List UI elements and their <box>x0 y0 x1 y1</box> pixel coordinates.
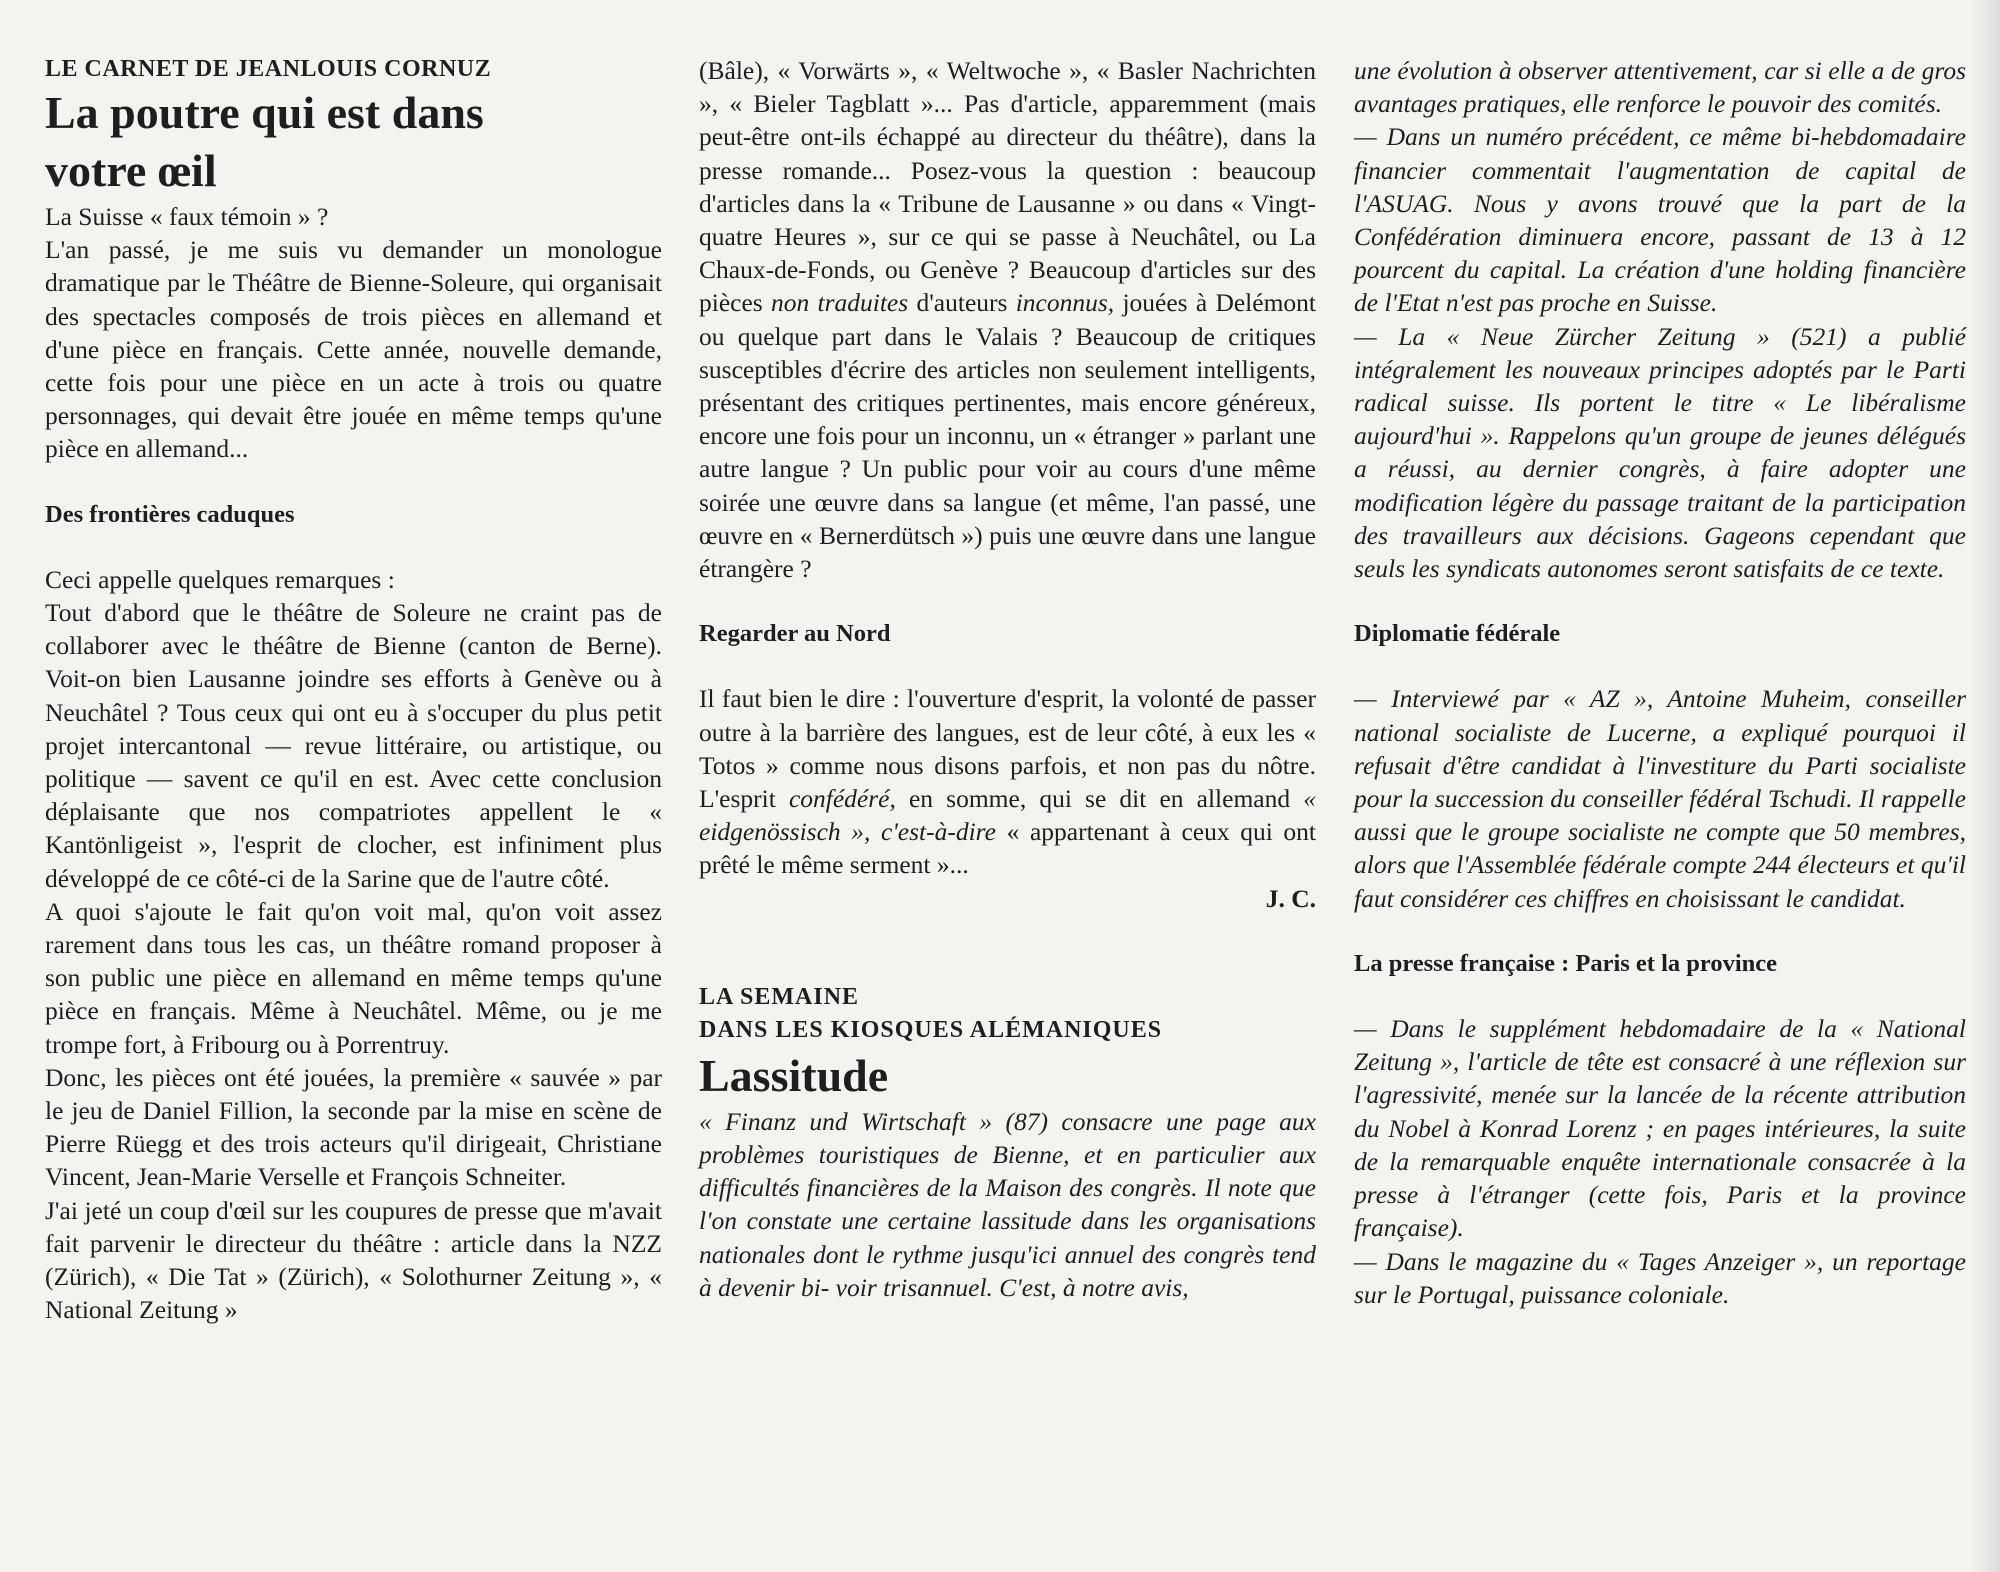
paragraph: La Suisse « faux témoin » ? <box>45 202 329 231</box>
italic-run: « eidgenössisch », c'est-à-dire <box>699 784 1316 847</box>
headline-line-2: votre œil <box>45 145 217 196</box>
text-run: Il faut bien le dire : l'ouverture d'esprit, la volonté de passer outre à la barrière des langues, est de leur côté, à eux les « Totos » comme nous disons parfois, et non pas du nôtre. L'esprit <box>699 684 1316 814</box>
text-run: jouées à Delémont ou quelque part dans le Valais ? Beaucoup de critiques susceptibles d'écrire des articles non seulement intelligents, présentant des critiques pertinentes, mais encore généreux, encore une fois pour un inconnu, un « étranger » parlant une autre langue ? Un public pour voir au cours d'une même soirée une œuvre dans sa langue (et même, l'an passé, une œuvre en « Bernerdütsch ») puis une œuvre dans une langue étrangère ? <box>699 288 1317 584</box>
paragraph: A quoi s'ajoute le fait qu'on voit mal, qu'on voit assez rarement dans tous les cas, un théâtre romand proposer à son public une pièce en allemand en même temps qu'une pièce en français. Même à Neuchâtel. Même, ou je me trompe fort, à Fribourg ou à Porrentruy. <box>45 896 662 1059</box>
paragraph: « Finanz und Wirtschaft » (87) consacre une page aux problèmes touristiques de Bienne, et en particulier aux difficultés financières de la Maison des congrès. Il note que l'on constate une certaine lassitude dans les organisations nationales dont le rythme jusqu'ici annuel des congrès tend à devenir bi- voir trisannuel. C'est, à notre avis, <box>699 1106 1316 1302</box>
subheading: Regarder au Nord <box>699 620 891 648</box>
paragraph <box>699 682 1316 881</box>
signature: J. C. <box>1265 883 1316 913</box>
headline-line-1: La poutre qui est dans <box>45 87 484 138</box>
subheading: Des frontières caduques <box>45 500 295 528</box>
paragraph: — Dans le supplément hebdomadaire de la « National Zeitung », l'article de tête est consacré à une réflexion sur l'agressivité, menée sur la lancée de la récente attribution du Nobel à Konrad Lorenz ; en pages intérieures, la suite de la remarquable enquête internationale consacrée à la presse à l'étranger (cette fois, Paris et la province française). <box>1354 1014 1966 1243</box>
paragraph: Tout d'abord que le théâtre de Soleure ne craint pas de collaborer avec le théâtre de Bienne (canton de Berne). Voit-on bien Lausanne joindre ses efforts à Genève ou à Neuchâtel ? Tous ceux qui ont eu à s'occuper du plus petit projet intercantonal — revue littéraire, ou artistique, ou politique — savent ce qu'il en est. Avec cette conclusion déplaisante que nos compatriotes appellent le « Kantönligeist », l'esprit de clocher, est infiniment plus développé de ce côté-ci de la Sarine que de l'autre côté. <box>45 598 662 893</box>
italic-run: non traduites <box>770 288 909 318</box>
paragraph: Ceci appelle quelques remarques : <box>45 564 395 594</box>
column-2 <box>699 54 1316 1304</box>
spacer <box>699 915 1316 981</box>
paragraph: — La « Neue Zürcher Zeitung » (521) a publié intégralement les nouveaux principes adoptés par le Parti radical suisse. Ils portent le titre « Le libéralisme aujourd'hui ». Rappelons qu'un groupe de jeunes délégués a réussi, au dernier congrès, à faire adopter une modification légère du passage traitant de la participation des travailleurs aux décisions. Gageons cependant que seuls les syndicats autonomes seront satisfaits de ce texte. <box>1354 321 1966 584</box>
rubric-line-2: DANS LES KIOSQUES ALÉMANIQUES <box>699 1016 1163 1043</box>
text-run: d'auteurs <box>908 288 1016 318</box>
column-rubric <box>699 981 1316 1047</box>
text-run: « appartenant à ceux qui ont prêté le même serment »... <box>699 817 1317 880</box>
column-3 <box>1354 54 1966 1311</box>
paragraph: J'ai jeté un coup d'œil sur les coupures de presse que m'avait fait parvenir le directeur du théâtre : article dans la NZZ (Zürich), « Die Tat » (Zürich), « Solothurner Zeitung », « National Zeitung » <box>45 1195 662 1325</box>
page-edge-shadow <box>1970 0 2000 1572</box>
paragraph: — Dans le magazine du « Tages Anzeiger », un reportage sur le Portugal, puissance coloniale. <box>1354 1246 1966 1309</box>
subheading: La presse française : Paris et la province <box>1354 949 1778 977</box>
rubric-line-1: LA SEMAINE <box>699 983 860 1010</box>
paragraph <box>699 54 1316 585</box>
paragraph: — Interviewé par « AZ », Antoine Muheim, conseiller national socialiste de Lucerne, a expliqué pourquoi il refusait d'être candidat à l'investiture du Parti socialiste pour la succession du conseiller fédéral Tschudi. Il rappelle aussi que le groupe socialiste ne compte que 50 membres, alors que l'Assemblée fédérale compte 244 électeurs et qu'il faut considérer ces chiffres en choisissant le candidat. <box>1354 684 1966 913</box>
paragraph: L'an passé, je me suis vu demander un monologue dramatique par le Théâtre de Bienne-Soleure, qui organisait des spectacles composés de trois pièces en allemand et d'une pièce en français. Cette année, nouvelle demande, cette fois pour une pièce en un acte à trois ou quatre personnages, qui devait être jouée en même temps qu'une pièce en allemand... <box>45 235 662 464</box>
column-1 <box>45 54 662 1327</box>
subheading: Diplomatie fédérale <box>1354 620 1561 648</box>
paragraph: — Dans un numéro précédent, ce même bi-hebdomadaire financier commentait l'augmentation de capital de l'ASUAG. Nous y avons trouvé que la part de la Confédération diminuera encore, passant de 13 à 12 pourcent du capital. La création d'une holding financière de l'Etat n'est pas proche en Suisse. <box>1354 122 1966 318</box>
article-headline <box>45 84 662 200</box>
paragraph: Donc, les pièces ont été jouées, la première « sauvée » par le jeu de Daniel Fillion, la seconde par la mise en scène de Pierre Rüegg et des trois acteurs qu'il dirigeait, Christiane Vincent, Jean-Marie Verselle et François Schneiter. <box>45 1062 662 1192</box>
column-rubric: LE CARNET DE JEANLOUIS CORNUZ <box>45 56 492 82</box>
article-headline: Lassitude <box>699 1049 889 1101</box>
paragraph: une évolution à observer attentivement, car si elle a de gros avantages pratiques, elle renforce le pouvoir des comités. <box>1354 56 1966 119</box>
italic-run: confédéré, <box>788 784 896 814</box>
text-run: (Bâle), « Vorwärts », « Weltwoche », « Basler Nachrichten », « Bieler Tagblatt »... Pas d'article, apparemment (mais peut-être ont-ils échappé au directeur du théâtre), dans la presse romande... Posez-vous la question : beaucoup d'articles dans la « Tribune de Lausanne » ou dans « Vingt-quatre Heures », sur ce qui se passe à Neuchâtel, ou La Chaux-de-Fonds, ou Genève ? Beaucoup d'articles sur des pièces <box>699 56 1316 318</box>
italic-run: inconnus, <box>1015 288 1115 318</box>
text-run: en somme, qui se dit en allemand <box>895 784 1304 814</box>
